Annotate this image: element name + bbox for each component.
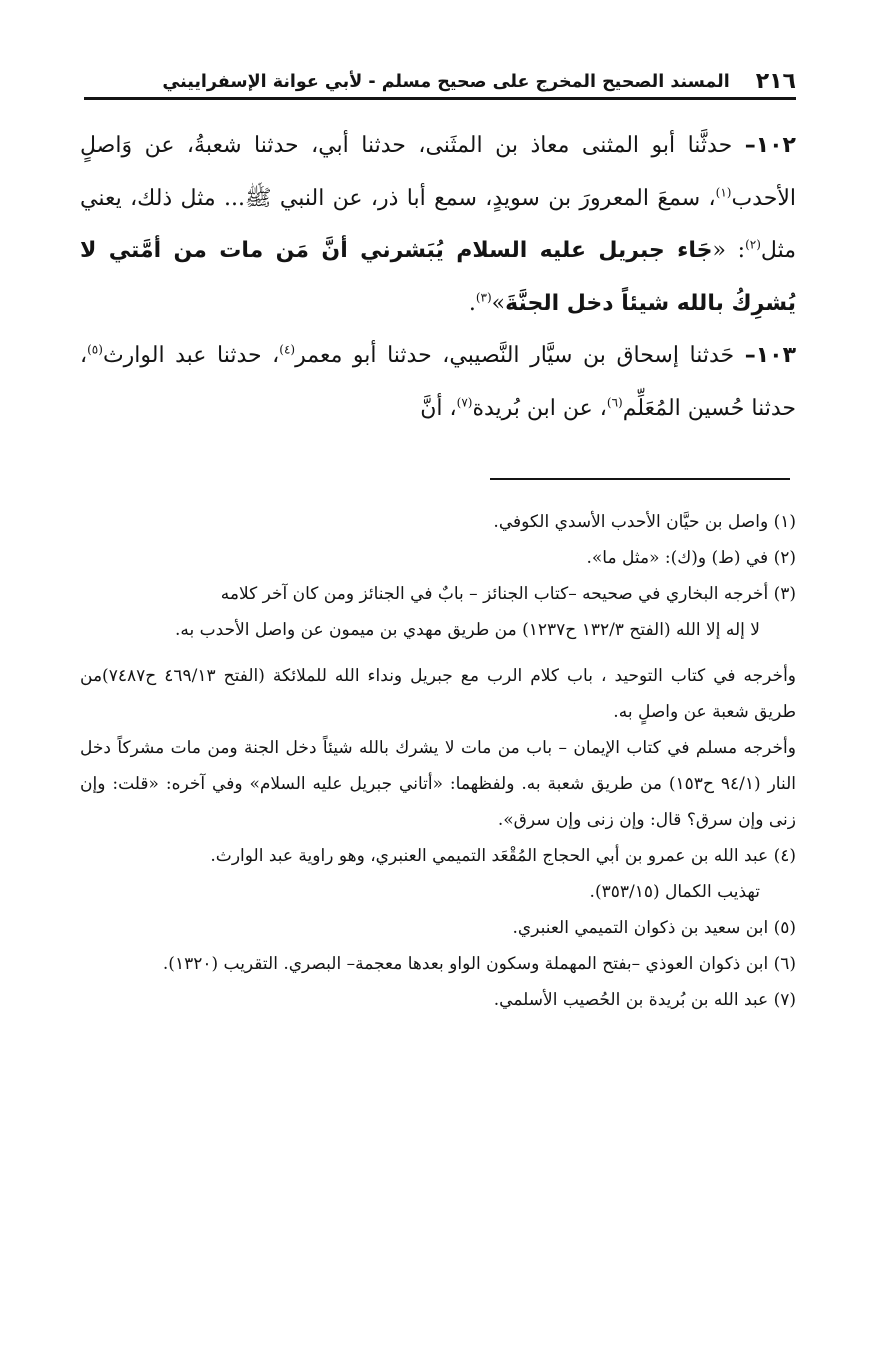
hadith-text: ، أنَّ xyxy=(420,395,457,421)
footnote-ref: (٢) xyxy=(745,237,761,252)
hadith-text: : « xyxy=(712,238,746,263)
hadith-text: ، حدثنا حُسين المُعَلِّم xyxy=(80,343,796,421)
footnote-ref: (٤) xyxy=(279,342,296,357)
footnote-4: (٤) عبد الله بن عمرو بن أبي الحجاج المُقْعَد التميمي العنبري، وهو راوية عبد الوارث. xyxy=(210,846,796,866)
footnote-ref: (٥) xyxy=(87,342,103,357)
footnote-ref: (٧) xyxy=(456,395,473,410)
hadith-text: ، سمعَ المعرورَ بن سويدٍ، سمع أبا ذر، عن النبي ﷺ... مثل ذلك، يعني مثل xyxy=(80,185,796,263)
hadith-matn: جَاء جبريل عليه السلام يُبَشرني أنَّ مَن مات من أمَّتي لا يُشرِكُ بالله شيئاً دخل الجنَّةَ xyxy=(80,238,796,316)
footnote-6: (٦) ابن ذكوان العوذي –بفتح المهملة وسكون الواو بعدها معجمة– البصري. التقريب (١٣٢٠). xyxy=(162,954,796,974)
footnote-ref: (٣) xyxy=(475,290,492,305)
footnote-1: (١) واصل بن حيَّان الأحدب الأسدي الكوفي. xyxy=(493,512,796,532)
hadith-text: حدثَّنا أبو المثنى معاذ بن المثَنى، حدثنا أبي، حدثنا شعبةُ، عن وَاصلٍ الأحدب xyxy=(80,133,796,211)
footnote-7: (٧) عبد الله بن بُريدة بن الحُصيب الأسلمي. xyxy=(493,990,796,1010)
hadith-text: حَدثنا إسحاق بن سيَّار النَّصيبي، حدثنا أبو معمر xyxy=(295,343,745,368)
footnote-separator xyxy=(490,478,790,480)
running-title: المسند الصحيح المخرج على صحيح مسلم - لأبي عوانة الإسفراييني xyxy=(162,71,730,92)
footnote-4-continued: تهذيب الكمال (٣٥٣/١٥). xyxy=(589,882,760,902)
hadith-paragraph xyxy=(80,120,796,330)
main-text xyxy=(80,120,796,435)
footnote-2: (٢) في (ط) و(ك): «مثل ما». xyxy=(586,548,796,568)
footnote-3: (٣) أخرجه البخاري في صحيحه –كتاب الجنائز – بابٌ في الجنائز ومن كان آخر كلامه xyxy=(220,584,796,604)
footnote-5: (٥) ابن سعيد بن ذكوان التميمي العنبري. xyxy=(512,918,796,938)
footnote-ref: (١) xyxy=(715,185,732,200)
footnote-3-continued: لا إله إلا الله (الفتح ١٣٢/٣ ح١٢٣٧) من طريق مهدي بن ميمون عن واصل الأحدب به. xyxy=(175,620,760,640)
hadith-text: ، عن ابن بُريدة xyxy=(472,395,607,421)
footnote-3-paragraph: وأخرجه مسلم في كتاب الإيمان – باب من مات لا يشرك بالله شيئاً دخل الجنة ومن مات مشركاً دخل النار (٩٤/١ ح١٥٣) من طريق شعبة به. ولفظهما: «أتاني جبريل عليه السلام» وفي آخره: «قلت: وإن زنى وإن سرق؟ قال: وإن زنى وإن سرق». xyxy=(80,738,796,830)
hadith-number: ١٠٣– xyxy=(744,343,797,368)
footnote-3-paragraph: وأخرجه في كتاب التوحيد ، باب كلام الرب مع جبريل ونداء الله للملائكة (الفتح ٤٦٩/١٣ ح٧٤٨٧)من طريق شعبة عن واصلٍ به. xyxy=(80,666,796,722)
hadith-number: ١٠٢– xyxy=(744,133,796,158)
hadith-text: » xyxy=(491,290,506,316)
hadith-paragraph xyxy=(80,330,796,435)
hadith-text: ، حدثنا عبد الوارث xyxy=(102,343,280,368)
running-header xyxy=(84,66,796,100)
hadith-text: . xyxy=(468,290,476,316)
page-number: ٢١٦ xyxy=(755,69,796,94)
footnote-ref: (٦) xyxy=(606,395,623,410)
footnotes xyxy=(80,504,796,1018)
